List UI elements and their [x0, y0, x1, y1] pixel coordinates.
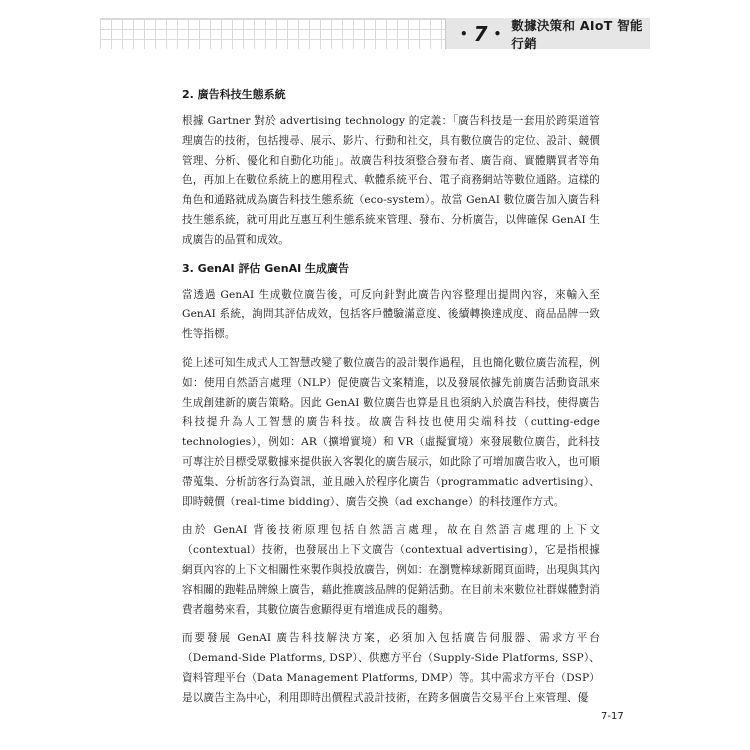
paragraph: 從上述可知生成式人工智慧改變了數位廣告的設計製作過程，且也簡化數位廣告流程，例如：使用自然語言處理（NLP）促使廣告文案精進，以及發展依據先前廣告活動資訊來生成創建新的廣告策略。因此 GenAI 數位廣告也算是且也須納入於廣告科技，使得廣告科技提升為人工智慧的廣告科技。故廣告科技也使用尖端科技（cutting-edge technologies），例如：AR（擴增實境）和 VR（虛擬實境）來發展數位廣告，此科技可專注於目標受眾數據來提供嵌入客製化的廣告展示，如此除了可增加廣告收入，也可順帶蒐集、分析訪客行為資訊，並且融入於程序化廣告（programmatic advertising）、即時競價（real-time bidding）、廣告交換（ad exchange）的科技運作方式。 — [182, 356, 600, 508]
chapter-title: 數據決策和 AIoT 智能行銷 — [511, 17, 643, 51]
section-heading: 2. 廣告科技生態系統 — [182, 88, 286, 101]
page-number: 7-17 — [601, 711, 624, 722]
chapter-dot-left: • — [460, 26, 468, 41]
chapter-number: 7 — [473, 21, 488, 46]
chapter-header — [445, 18, 650, 49]
section-heading: 3. GenAI 評估 GenAI 生成廣告 — [182, 261, 350, 275]
header-grid-decoration — [100, 18, 445, 49]
paragraph: 由於 GenAI 背後技術原理包括自然語言處理，故在自然語言處理的上下文（contextual）技術，也發展出上下文廣告（contextual advertising），它是指根據網頁內容的上下文相關性來製作與投放廣告，例如：在瀏覽棒球新聞頁面時，出現與其內容相關的跑鞋品牌線上廣告，藉此推廣該品牌的促銷活動。在目前未來數位社群媒體對消費者趨勢來看，其數位廣告愈顯得更有增進成長的趨勢。 — [182, 524, 600, 616]
paragraph: 根據 Gartner 對於 advertising technology 的定義：「廣告科技是一套用於跨渠道管理廣告的技術，包括搜尋、展示、影片、行動和社交，具有數位廣告的定位、設計、競價管理、分析、優化和自動化功能」。故廣告科技須整合發布者、廣告商、實體購買者等角色，再加上在數位系統上的應用程式、軟體系統平台、電子商務網站等數位通路。這樣的角色和通路就成為廣告科技生態系統（eco-system）。故當 GenAI 數位廣告加入廣告科技生態系統，就可用此互惠互利生態系統來管理、發布、分析廣告，以俾確保 GenAI 生成廣告的品質和成效。 — [182, 115, 600, 246]
page-body — [182, 86, 600, 718]
chapter-dot-right: • — [493, 26, 502, 41]
section-adtech-ecosystem — [182, 86, 600, 251]
paragraph: 而要發展 GenAI 廣告科技解決方案，必須加入包括廣告伺服器、需求方平台（Demand-Side Platforms, DSP）、供應方平台（Supply-Side Platforms, SSP）、資料管理平台（Data Management Platforms, DMP）等。其中需求方平台（DSP）是以廣告主為中心，利用即時出價程式設計技術，在跨多個廣告交易平台上來管理、優 — [182, 632, 600, 704]
section-genai-evaluation — [182, 260, 600, 709]
paragraph: 當透過 GenAI 生成數位廣告後，可反向針對此廣告內容整理出提問內容，來輸入至 GenAI 系統，詢問其評估成效，包括客戶體驗滿意度、後續轉換達成度、商品品牌一致性等指標。 — [182, 288, 600, 341]
